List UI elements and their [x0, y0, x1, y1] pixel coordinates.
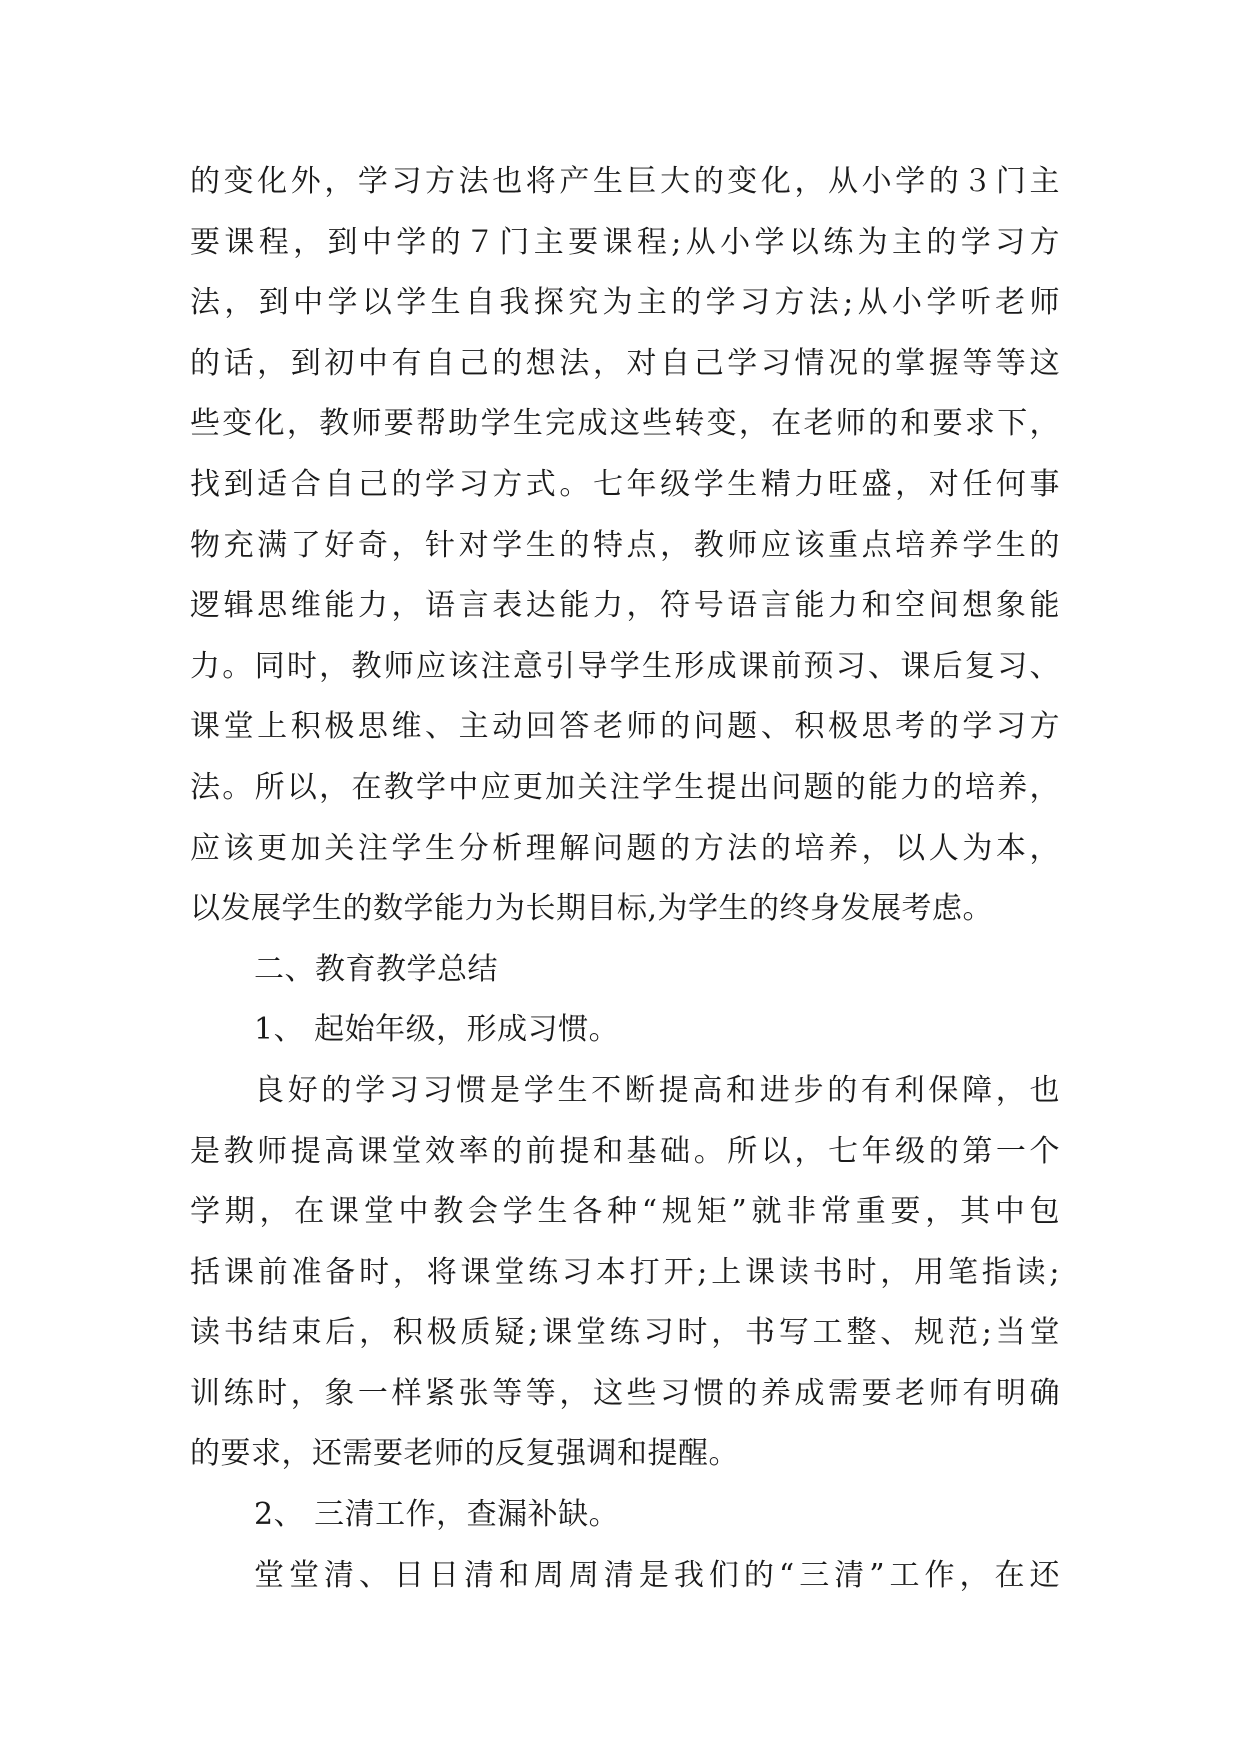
paragraph-line: 读书结束后，积极质疑;课堂练习时，书写工整、规范;当堂: [190, 1315, 1060, 1351]
paragraph-line: 训练时，象一样紧张等等，这些习惯的养成需要老师有明确: [190, 1375, 1060, 1411]
paragraph-line: 些变化，教师要帮助学生完成这些转变，在老师的和要求下，: [190, 406, 1060, 442]
paragraph-line: 物充满了好奇，针对学生的特点，教师应该重点培养学生的: [190, 527, 1060, 563]
paragraph-2: [190, 1061, 1060, 1485]
paragraph-3: [190, 1546, 1060, 1607]
paragraph-line: 的变化外，学习方法也将产生巨大的变化，从小学的３门主: [190, 164, 1060, 199]
paragraph-line: 要课程，到中学的７门主要课程;从小学以练为主的学习方: [190, 224, 1060, 260]
paragraph-line: 是教师提高课堂效率的前提和基础。所以，七年级的第一个: [190, 1133, 1060, 1169]
paragraph-line: 的要求，还需要老师的反复强调和提醒。: [190, 1436, 739, 1472]
paragraph-line: 良好的学习习惯是学生不断提高和进步的有利保障，也: [254, 1072, 1060, 1108]
paragraph-line: 应该更加关注学生分析理解问题的方法的培养，以人为本，: [190, 830, 1060, 866]
paragraph-line: 逻辑思维能力，语言表达能力，符号语言能力和空间想象能: [190, 588, 1060, 624]
document-body: [190, 152, 1060, 1606]
paragraph-line: 法，到中学以学生自我探究为主的学习方法;从小学听老师: [190, 285, 1060, 321]
paragraph-line: 课堂上积极思维、主动回答老师的问题、积极思考的学习方: [190, 709, 1060, 745]
paragraph-line: 找到适合自己的学习方式。七年级学生精力旺盛，对任何事: [190, 466, 1060, 502]
paragraph-1: [190, 152, 1060, 940]
section-heading: 二、教育教学总结: [254, 951, 498, 987]
paragraph-line: 以发展学生的数学能力为长期目标,为学生的终身发展考虑。: [190, 891, 994, 927]
paragraph-line: 堂堂清、日日清和周周清是我们的“三清”工作，在还: [254, 1557, 1060, 1593]
paragraph-line: 法。所以，在教学中应更加关注学生提出问题的能力的培养，: [190, 769, 1060, 805]
paragraph-line: 的话，到初中有自己的想法，对自己学习情况的掌握等等这: [190, 345, 1060, 381]
paragraph-line: 力。同时，教师应该注意引导学生形成课前预习、课后复习、: [190, 648, 1060, 684]
item-2-heading: 2、 三清工作，查漏补缺。: [254, 1497, 620, 1533]
paragraph-line: 括课前准备时，将课堂练习本打开;上课读书时，用笔指读;: [190, 1254, 1060, 1290]
paragraph-line: 学期，在课堂中教会学生各种“规矩”就非常重要，其中包: [190, 1194, 1060, 1230]
item-1-heading: 1、 起始年级，形成习惯。: [254, 1012, 620, 1048]
